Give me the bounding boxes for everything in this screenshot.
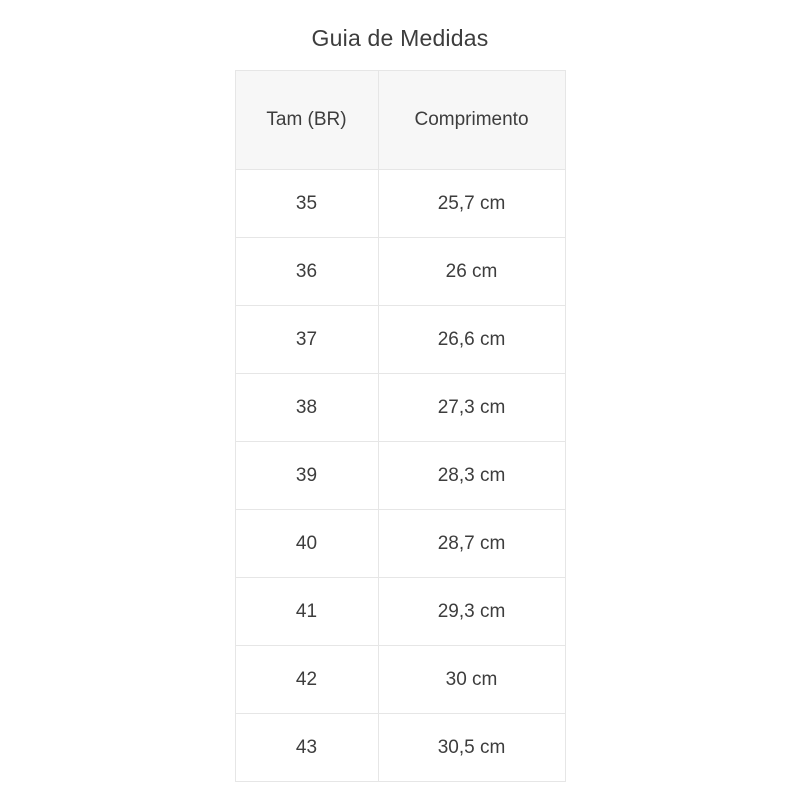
table-row (235, 170, 565, 238)
column-header-size: Tam (BR) (235, 71, 378, 170)
cell-size: 43 (235, 714, 378, 782)
table-row (235, 510, 565, 578)
table-body (235, 170, 565, 782)
cell-length: 30,5 cm (378, 714, 565, 782)
cell-size: 35 (235, 170, 378, 238)
cell-length: 27,3 cm (378, 374, 565, 442)
cell-length: 26 cm (378, 238, 565, 306)
page-title: Guia de Medidas (311, 25, 489, 51)
cell-length: 25,7 cm (378, 170, 565, 238)
table-row (235, 238, 565, 306)
table-row (235, 374, 565, 442)
cell-size: 37 (235, 306, 378, 374)
cell-length: 29,3 cm (378, 578, 565, 646)
table-row (235, 578, 565, 646)
size-guide-table (235, 70, 566, 782)
table-row (235, 714, 565, 782)
cell-size: 42 (235, 646, 378, 714)
table-row (235, 306, 565, 374)
column-header-length: Comprimento (378, 71, 565, 170)
cell-length: 26,6 cm (378, 306, 565, 374)
size-table-container (0, 70, 800, 782)
table-header-row (235, 71, 565, 170)
cell-size: 38 (235, 374, 378, 442)
cell-size: 36 (235, 238, 378, 306)
cell-size: 39 (235, 442, 378, 510)
cell-size: 40 (235, 510, 378, 578)
cell-length: 28,7 cm (378, 510, 565, 578)
table-header (235, 71, 565, 170)
table-row (235, 442, 565, 510)
cell-size: 41 (235, 578, 378, 646)
cell-length: 28,3 cm (378, 442, 565, 510)
cell-length: 30 cm (378, 646, 565, 714)
table-row (235, 646, 565, 714)
